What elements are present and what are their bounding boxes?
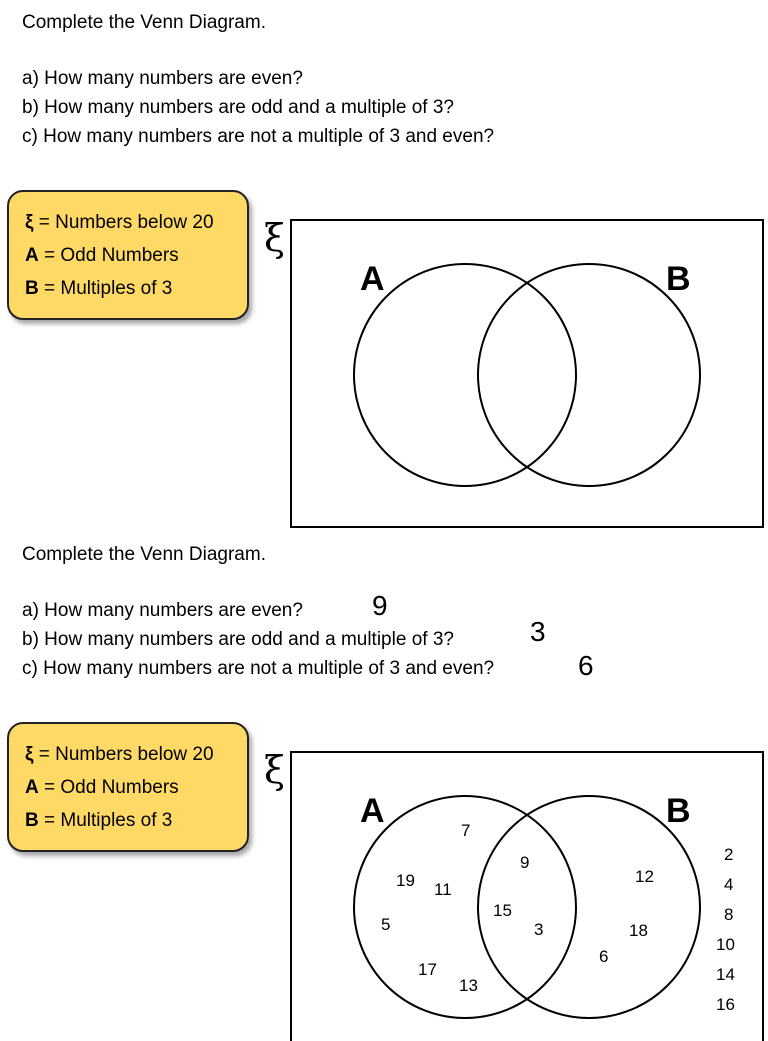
venn-number: 9: [520, 853, 530, 872]
top-question-a: a) How many numbers are even?: [22, 68, 303, 89]
top-set-b-label: B: [666, 260, 691, 298]
key-b-text: = Multiples of 3: [38, 810, 173, 831]
outside-number: 4: [724, 875, 734, 894]
top-set-a-label: A: [360, 260, 385, 298]
key-b-symbol: B: [25, 278, 39, 299]
venn-number: 6: [599, 947, 609, 966]
top-question-c: c) How many numbers are not a multiple of 3 and even?: [22, 126, 495, 147]
key-xi-symbol: ξ: [25, 744, 34, 765]
venn-number: 13: [459, 976, 478, 995]
bottom-universal-symbol: ξ: [264, 748, 285, 792]
bottom-set-b-label: B: [666, 792, 691, 830]
top-universal-symbol: ξ: [264, 216, 285, 260]
key-a-symbol: A: [25, 777, 39, 798]
venn-number: 15: [493, 901, 512, 920]
venn-number: 18: [629, 921, 648, 940]
key-a-text: = Odd Numbers: [38, 245, 179, 266]
answer-a: 9: [372, 590, 388, 621]
venn-number: 17: [418, 960, 437, 979]
outside-number: 14: [716, 965, 735, 984]
answer-b: 3: [530, 616, 546, 647]
key-b-text: = Multiples of 3: [38, 278, 173, 299]
key-b-symbol: B: [25, 810, 39, 831]
key-a-text: = Odd Numbers: [38, 777, 179, 798]
key-a-symbol: A: [25, 245, 39, 266]
outside-number: 2: [724, 845, 734, 864]
venn-number: 11: [434, 880, 452, 899]
top-question-b: b) How many numbers are odd and a multiple of 3?: [22, 97, 454, 118]
venn-number: 3: [534, 920, 544, 939]
bottom-instruction: Complete the Venn Diagram.: [22, 544, 266, 565]
outside-number: 10: [716, 935, 735, 954]
top-instruction: Complete the Venn Diagram.: [22, 12, 266, 33]
outside-number: 8: [724, 905, 734, 924]
venn-number: 7: [461, 821, 471, 840]
bottom-question-c: c) How many numbers are not a multiple of 3 and even?: [22, 658, 495, 679]
venn-number: 5: [381, 915, 391, 934]
key-xi-text: = Numbers below 20: [33, 212, 214, 233]
outside-number: 16: [716, 995, 735, 1014]
bottom-question-a: a) How many numbers are even?: [22, 600, 303, 621]
bottom-question-b: b) How many numbers are odd and a multiple of 3?: [22, 629, 454, 650]
key-xi-symbol: ξ: [25, 212, 34, 233]
venn-number: 19: [396, 871, 415, 890]
key-xi-text: = Numbers below 20: [33, 744, 214, 765]
answer-c: 6: [578, 650, 594, 681]
venn-number: 12: [635, 867, 654, 886]
bottom-set-a-label: A: [360, 792, 385, 830]
